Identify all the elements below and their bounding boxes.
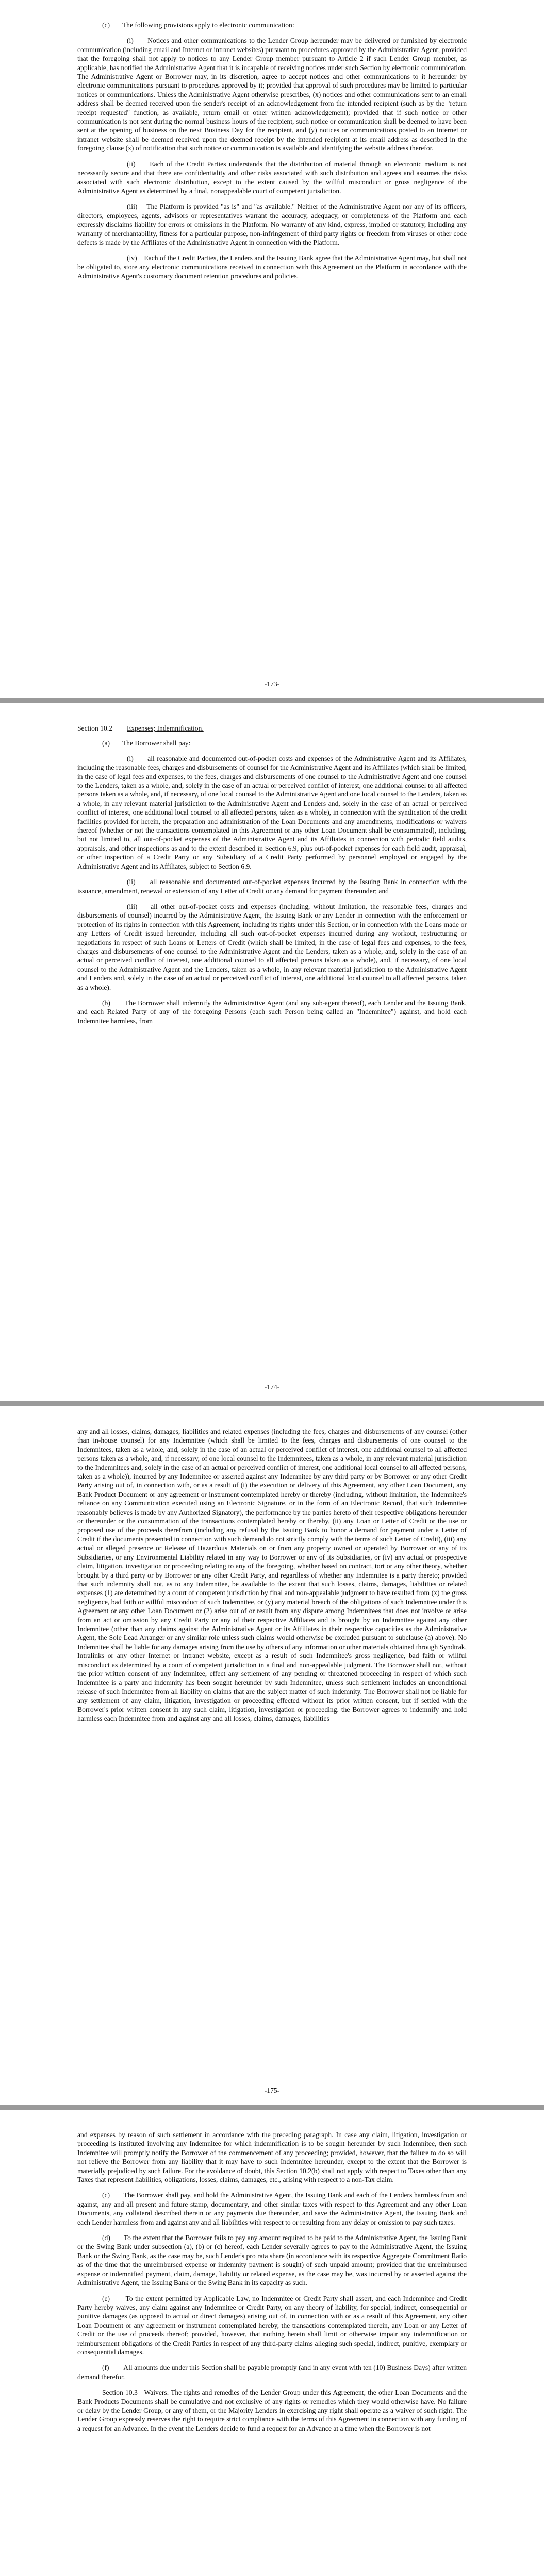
paragraph: (iii) all other out-of-pocket costs and expenses (including, without limitation, the reasonable fees, charges and disbursements of counsel) incurred by the Administrative Agent, the Issuing Bank or any Lender in connection with the enforcement or protection of its rights in connection with this Agreement, including its rights under this Section, or in connection with the Loans made or any Letters of Credit issued hereunder, including all such out-of-pocket expenses incurred during any workout, restructuring or negotiations in respect of such Loans or Letters of Credit (which shall be limited, in the case of legal fees and expenses, to the fees, charges and disbursements of one counsel to the Administrative Agent and the Lenders, taken as a whole, and, solely in the case of an actual or perceived conflict of interest, one additional counsel to all affected persons taken as a whole), and, if necessary, of one local counsel to the Administrative Agent and the Lenders, taken as a whole, in any relevant material jurisdiction to the Administrative Agent and Lenders and, solely in the case of an actual or perceived conflict of interest, one additional local counsel to all affected persons, taken as a whole).: [77, 902, 467, 991]
section-number: Section 10.2: [77, 724, 112, 732]
subsection-intro: (a) The Borrower shall pay:: [102, 739, 191, 748]
paragraph: (b) The Borrower shall indemnify the Administrative Agent (and any sub-agent thereof), each Lender and the Issuing Bank, and each Related Party of any of the foregoing Persons (each such Person being called an "Indemnitee") against, and hold each Indemnitee harmless, from: [77, 998, 467, 1025]
paragraph: any and all losses, claims, damages, liabilities and related expenses (including the fees, charges and disbursements of any counsel (other than in-house counsel) for any Indemnitee (which shall be limited to the fees, charges and disbursements of one counsel to the Indemnitees, taken as a whole, and, solely in the case of an actual or perceived conflict of interest, one additional counsel to all affected persons taken as a whole, and, if necessary, of one local counsel to the Indemnitees, taken as a whole, in any relevant material jurisdiction to the Indemnitees and, solely in the case of an actual or perceived conflict of interest, one additional local counsel to all affected persons, taken as a whole)), incurred by any Indemnitee or asserted against any Indemnitee by any third party or by Borrower or any other Credit Party arising out of, in connection with, or as a result of (i) the execution or delivery of this Agreement, any other Loan Document, any Bank Product Document or any agreement or instrument contemplated hereby or thereby (including, without limitation, the Indemnitee's reliance on any Communication executed using an Electronic Signature, or in the form of an Electronic Record, that such Indemnitee reasonably believes is made by any Authorized Signatory), the performance by the parties hereto of their respective obligations hereunder or thereunder or the consummation of the transactions contemplated hereby or thereby, (ii) any Loan or Letter of Credit or the use or proposed use of the proceeds therefrom (including any refusal by the Issuing Bank to honor a demand for payment under a Letter of Credit if the documents presented in connection with such demand do not strictly comply with the terms of such Letter of Credit), (iii) any actual or alleged presence or Release of Hazardous Materials on or from any property owned or operated by Borrower or any of its Subsidiaries, or any Environmental Liability related in any way to Borrower or any of its Subsidiaries, or (iv) any actual or prospective claim, litigation, investigation or proceeding relating to any of the foregoing, whether based on contract, tort or any other theory, whether brought by a third party or by Borrower or any other Credit Party, and regardless of whether any Indemnitee is a party thereto; provided that such indemnity shall not, as to any Indemnitee, be available to the extent that such losses, claims, damages, liabilities or related expenses (1) are determined by a court of competent jurisdiction by final and non-appealable judgment to have resulted from (x) the gross negligence, bad faith or willful misconduct of such Indemnitee, or (y) any material breach of the obligations of such Indemnitee under this Agreement or any other Loan Document or (2) arise out of or result from any dispute among Indemnitees that does not involve or arise from an act or omission by any Credit Party or any of their respective Affiliates and is brought by an Indemnitee against any other Indemnitee (other than any claims against the Administrative Agent or its Affiliates in their respective capacities as the Administrative Agent, the Sole Lead Arranger or any similar role unless such claims would otherwise be excluded pursuant to subclause (a) above). No Indemnitee shall be liable for any damages arising from the use by others of any information or other materials obtained through Syndtrak, Intralinks or any other Internet or intranet website, except as a result of such Indemnitee's gross negligence, bad faith or willful misconduct as determined by a court of competent jurisdiction in a final and non-appealable judgment. The Borrower shall not, without the prior written consent of any Indemnitee, effect any settlement of any pending or threatened proceeding in respect of which such Indemnitee is a party and indemnity has been sought hereunder by such Indemnitee, unless such settlement includes an unconditional release of such Indemnitee from all liability on claims that are the subject matter of such indemnity. The Borrower shall not be liable for any settlement of any claim, litigation, investigation or proceeding effected without its prior written consent, but if settled with the Borrower's prior written consent in any such claim, litigation, investigation or proceeding, the Borrower agrees to indemnify and hold harmless each Indemnitee from and against any and all losses, claims, damages, liabilities: [77, 1428, 467, 1722]
section-title: Expenses; Indemnification.: [127, 724, 204, 732]
document-page-174: [0, 703, 544, 1401]
page-body: [77, 2130, 467, 2439]
paragraph: (ii) all reasonable and documented out-of-pocket expenses incurred by the Issuing Bank in connection with the issuance, amendment, renewal or extension of any Letter of Credit or any demand for payment thereunder; and: [77, 878, 467, 895]
page-body: [77, 724, 467, 1032]
paragraph: and expenses by reason of such settlement in accordance with the preceding paragraph. In case any claim, litigation, investigation or proceeding is instituted involving any Indemnitee for which indemnification is to be sought hereunder by such Indemnitee, then such Indemnitee will promptly notify the Borrower of the commencement of any proceeding; provided, however, that the failure to do so will not relieve the Borrower from any liability that it may have to such Indemnitee hereunder, except to the extent that the Borrower is materially prejudiced by such failure. For the avoidance of doubt, this Section 10.2(b) shall not apply with respect to Taxes other than any Taxes that represent liabilities, obligations, losses, claims, damages, etc., arising with respect to a non-Tax claim.: [77, 2131, 467, 2184]
paragraph: (iii) The Platform is provided "as is" and "as available." Neither of the Administrative Agent nor any of its officers, directors, employees, agents, advisors or representatives warrant the accuracy, adequacy, or completeness of the Platform and each expressly disclaims liability for errors or omissions in the Platform. No warranty of any kind, express, implied or statutory, including any warranty of merchantability, fitness for a particular purpose, non-infringement of third party rights or freedom from viruses or other code defects is made by the Affiliates of the Administrative Agent in connection with the Platform.: [77, 202, 467, 246]
document-page-175: [0, 1406, 544, 2105]
paragraph: (c) The following provisions apply to electronic communication:: [102, 21, 294, 29]
page-body: [77, 21, 467, 287]
paragraph: Section 10.3 Waivers. The rights and remedies of the Lender Group under this Agreement, the other Loan Documents and the Bank Products Documents shall be cumulative and not exclusive of any rights or remedies which they would otherwise have. No failure or delay by the Lender Group, or any of them, or the Majority Lenders in exercising any right shall operate as a waiver of such right. The Lender Group expressly reserves the right to require strict compliance with the terms of this Agreement in connection with any funding of a request for an Advance. In the event the Lenders decide to fund a request for an Advance at a time when the Borrower is not: [77, 2388, 467, 2432]
paragraph: (f) All amounts due under this Section shall be payable promptly (and in any event with ten (10) Business Days) after written demand therefor.: [77, 2364, 467, 2381]
paragraph: (ii) Each of the Credit Parties understands that the distribution of material through an electronic medium is not necessarily secure and that there are confidentiality and other risks associated with such distribution and agrees and assumes the risks associated with such electronic distribution, except to the extent caused by the willful misconduct or gross negligence of the Administrative Agent as determined by a final, nonappealable court of competent jurisdiction.: [77, 160, 467, 195]
paragraph: (i) Notices and other communications to the Lender Group hereunder may be delivered or furnished by electronic communication (including email and Internet or intranet websites) pursuant to procedures approved by the Administrative Agent; provided that the foregoing shall not apply to notices to any Lender Group member pursuant to Article 2 if such Lender Group member, as applicable, has notified the Administrative Agent that it is incapable of receiving notices under such Section by electronic communication. The Administrative Agent or Borrower may, in its discretion, agree to accept notices and other communications to it hereunder by electronic communications pursuant to procedures approved by it; provided that approval of such procedures may be limited to particular notices or communications. Unless the Administrative Agent otherwise prescribes, (x) notices and other communications sent to an email address shall be deemed received upon the sender's receipt of an acknowledgement from the intended recipient (such as by the "return receipt requested" function, as available, return email or other written acknowledgement); provided that if such notice or other communication is not sent during the normal business hours of the recipient, such notice or communication shall be deemed to have been sent at the opening of business on the next Business Day for the recipient, and (y) notices or communications posted to an Internet or intranet website shall be deemed received upon the deemed receipt by the intended recipient at its email address as described in the foregoing clause (x) of notification that such notice or communication is available and identifying the website address therefor.: [77, 37, 467, 152]
document-page-173: [0, 0, 544, 698]
paragraph: (i) all reasonable and documented out-of-pocket costs and expenses of the Administrative Agent and its Affiliates, including the reasonable fees, charges and disbursements of counsel for the Administrative Agent and its Affiliates (which shall be limited, in the case of legal fees and expenses, to the fees, charges and disbursements of one counsel to the Administrative Agent and one counsel to the Lenders, taken as a whole, and, solely in the case of an actual or perceived conflict of interest, one additional counsel to all affected persons taken as a whole, and, if necessary, of one local counsel to the Administrative Agent and one local counsel to the Lenders, taken as a whole, in any relevant material jurisdiction to the Administrative Agent and Lenders and, solely in the case of an actual or perceived conflict of interest, one additional local counsel to all affected persons, taken as a whole), in connection with the syndication of the credit facilities provided for herein, the preparation and administration of the Loan Documents and any amendments, modifications or waivers thereof (whether or not the transactions contemplated in this Agreement or any other Loan Document shall be consummated), including, but not limited to, all out-of-pocket expenses of the Administrative Agent and its Affiliates in connection with periodic field audits, appraisals, and other inspections as and to the extent described in Section 6.9, plus out-of-pocket expenses for each field audit, appraisal, or other inspection of a Credit Party or any Subsidiary of a Credit Party performed by personnel employed or engaged by the Administrative Agent and its Affiliates, subject to Section 6.9.: [77, 754, 467, 870]
section-heading: [77, 724, 467, 733]
page-number: -175-: [264, 2087, 280, 2094]
paragraph: (e) To the extent permitted by Applicable Law, no Indemnitee or Credit Party shall assert, and each Indemnitee and Credit Party hereby waives, any claim against any Indemnitee or Credit Party, on any theory of liability, for special, indirect, consequential or punitive damages (as opposed to actual or direct damages) arising out of, in connection with or as a result of this Agreement, any other Loan Document or any agreement or instrument contemplated hereby, the transactions contemplated therein, any Loan or any Letter of Credit or the use of proceeds thereof; provided, however, that nothing herein shall limit or otherwise impair any indemnification or reimbursement obligations of the Credit Parties in respect of any third-party claims alleging such special, indirect, punitive, exemplary or consequential damages.: [77, 2294, 467, 2356]
paragraph: (d) To the extent that the Borrower fails to pay any amount required to be paid to the Administrative Agent, the Issuing Bank or the Swing Bank under subsection (a), (b) or (c) hereof, each Lender severally agrees to pay to the Administrative Agent, the Issuing Bank or the Swing Bank, as the case may be, such Lender's pro rata share (in accordance with its respective Aggregate Commitment Ratio as of the time that the unreimbursed expense or indemnity payment is sought) of such unpaid amount; provided that the unreimbursed expense or indemnified payment, claim, damage, liability or related expense, as the case may be, was incurred by or asserted against the Administrative Agent, the Issuing Bank or the Swing Bank in its capacity as such.: [77, 2234, 467, 2287]
paragraph: (iv) Each of the Credit Parties, the Lenders and the Issuing Bank agree that the Administrative Agent may, but shall not be obligated to, store any electronic communications received in connection with this Agreement on the Platform in accordance with the Administrative Agent's customary document retention procedures and policies.: [77, 254, 467, 280]
page-number: -173-: [264, 680, 280, 688]
page-number: -174-: [264, 1383, 280, 1391]
page-body: [77, 1427, 467, 1730]
paragraph: (c) The Borrower shall pay, and hold the Administrative Agent, the Issuing Bank and each of the Lenders harmless from and against, any and all present and future stamp, documentary, and other similar taxes with respect to this Agreement and any other Loan Documents, any collateral described therein or any payments due thereunder, and save the Administrative Agent, the Issuing Bank and each Lender harmless from and against any and all liabilities with respect to or resulting from any delay or omission to pay such taxes.: [77, 2191, 467, 2226]
document-page-176: [0, 2110, 544, 2576]
